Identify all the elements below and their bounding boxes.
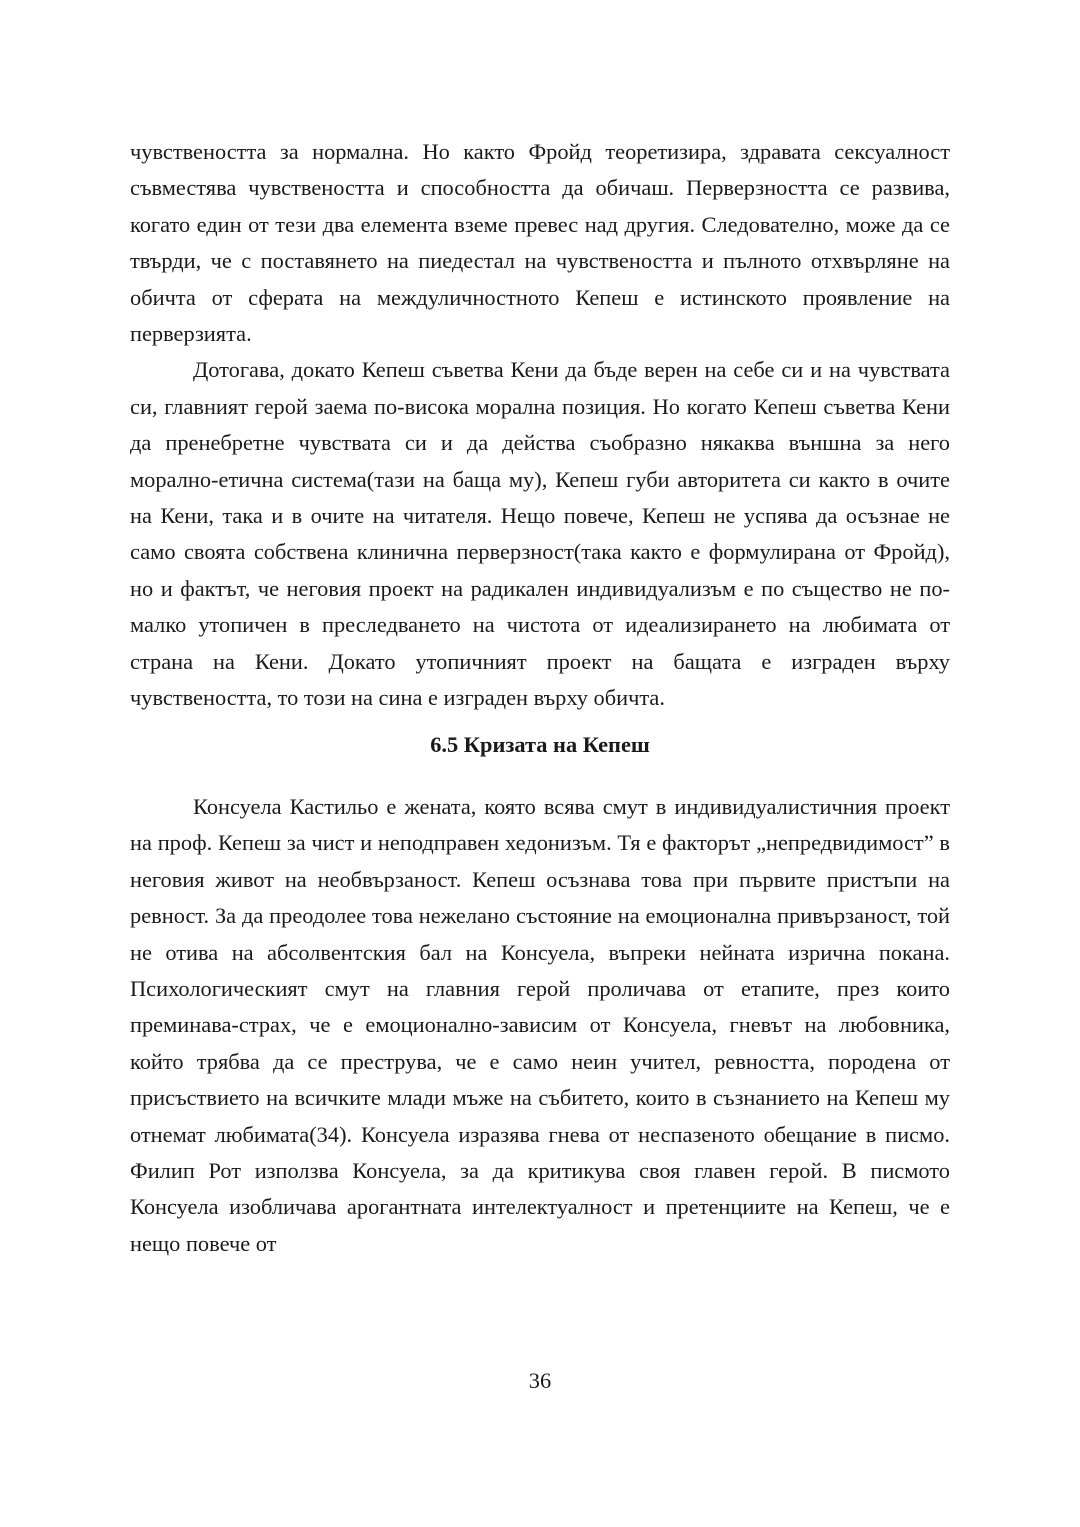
page-number: 36: [528, 1368, 552, 1393]
page-body: [130, 134, 950, 1262]
paragraph-continuation: чувствеността за нормална. Но както Фройд теоретизира, здравата сексуалност съвместява чувствеността и способността да обичаш. Перверзността се развива, когато един от тези два елемента вземе превес над другия. Следователно, може да се твърди, че с поставянето на пиедестал на чувствеността и пълното отхвърляне на обичта от сферата на междуличностното Кепеш е истинското проявление на перверзията.: [130, 139, 950, 347]
paragraph-consuela: Консуела Кастильо е жената, която всява смут в индивидуалистичния проект на проф. Кепеш за чист и неподправен хедонизъм. Тя е факторът „непредвидимост” в неговия живот на необвързаност. Кепеш осъзнава това при първите пристъпи на ревност. За да преодолее това нежелано състояние на емоционална привързаност, той не отива на абсолвентския бал на Консуела, въпреки нейната изрична покана. Психологическият смут на главния герой проличава от етапите, през които преминава-страх, че е емоционално-зависим от Консуела, гневът на любовника, който трябва да се преструва, че е само неин учител, ревността, породена от присъствието на всичките млади мъже на събитето, които в съзнанието на Кепеш му отнемат любимата(34). Консуела изразява гнева от неспазеното обещание в писмо. Филип Рот използва Консуела, за да критикува своя главен герой. В писмото Консуела изобличава арогантната интелектуалност и претенциите на Кепеш, че е нещо повече от: [130, 793, 950, 1256]
section-heading: 6.5 Кризата на Кепеш: [430, 731, 650, 757]
paragraph-kepesh-kenny: Дотогава, докато Кепеш съветва Кени да бъде верен на себе си и на чувствата си, главният герой заема по-висока морална позиция. Но когато Кепеш съветва Кени да пренебретне чувствата си и да действа съобразно някаква външна за него морално-етична система(тази на баща му), Кепеш губи авторитета си както в очите на Кени, така и в очите на читателя. Нещо повече, Кепеш не успява да осъзнае не само своята собствена клинична перверзност(така както е формулирана от Фройд), но и фактът, че неговия проект на радикален индивидуализъм е по същество не по-малко утопичен в преследването на чистота от идеализирането на любимата от страна на Кени. Докато утопичният проект на бащата е изграден върху чувствеността, то този на сина е изграден върху обичта.: [130, 357, 950, 711]
